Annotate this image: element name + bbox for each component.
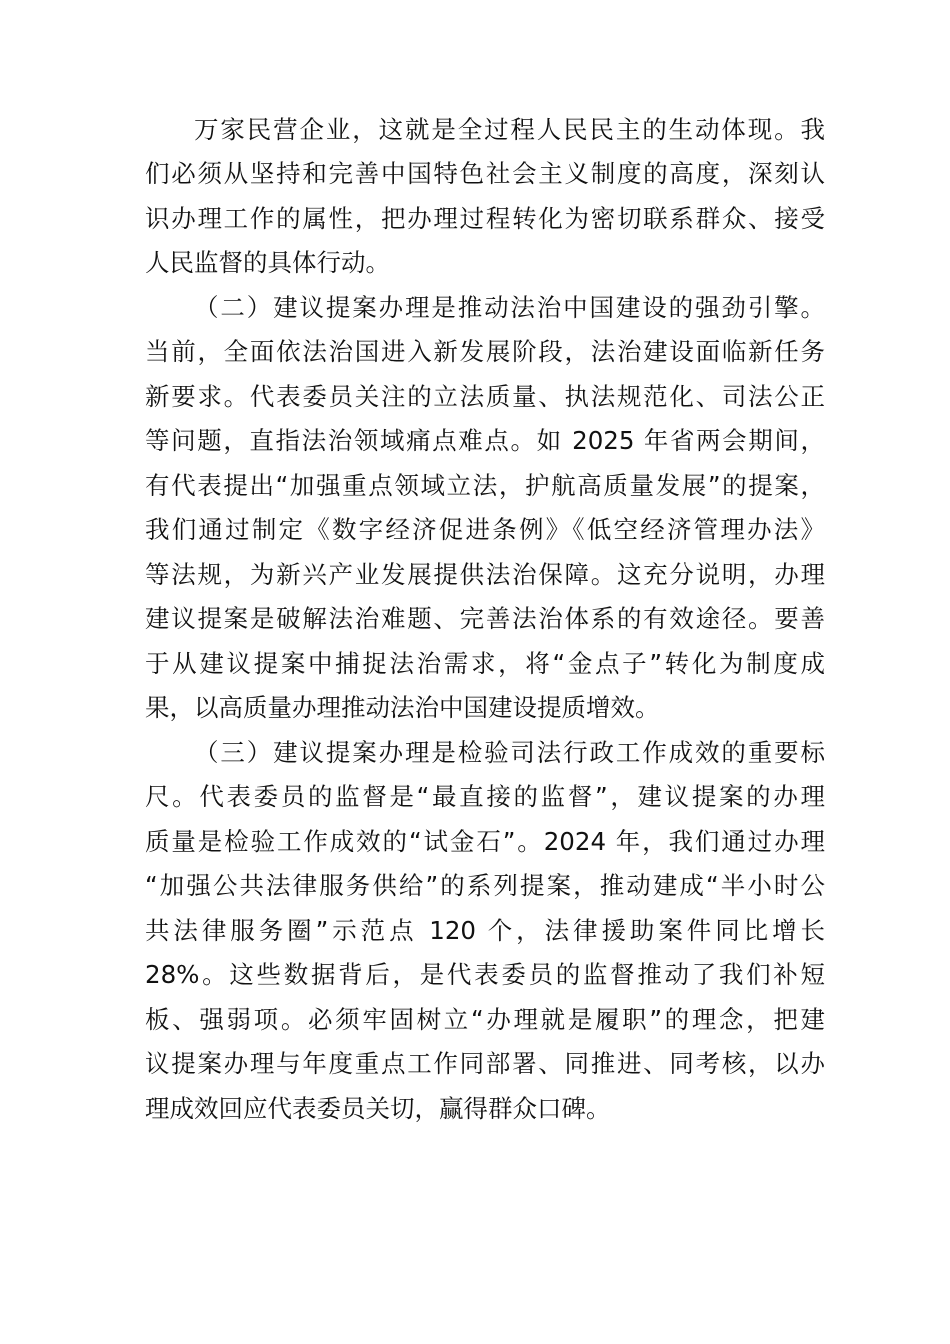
paragraph-line: 共法律服务圈”示范点 120 个，法律援助案件同比增长 (145, 916, 825, 945)
paragraph-line: 识办理工作的属性，把办理过程转化为密切联系群众、接受 (145, 204, 825, 233)
paragraph-line: 当前，全面依法治国进入新发展阶段，法治建设面临新任务 (145, 337, 825, 366)
paragraph-line: 理成效回应代表委员关切，赢得群众口碑。 (145, 1094, 611, 1123)
section-heading-three: （三）建议提案办理是检验司法行政工作成效的重要标 (194, 738, 825, 767)
paragraph-line: 建议提案是破解法治难题、完善法治体系的有效途径。要善 (145, 604, 825, 633)
paragraph-line: 万家民营企业，这就是全过程人民民主的生动体现。我 (194, 115, 825, 144)
paragraph-line: 质量是检验工作成效的“试金石”。2024 年，我们通过办理 (145, 827, 825, 856)
paragraph-line: 人民监督的具体行动。 (145, 248, 390, 277)
paragraph-line: 28%。这些数据背后，是代表委员的监督推动了我们补短 (145, 960, 825, 989)
paragraph-line: 尺。代表委员的监督是“最直接的监督”，建议提案的办理 (145, 782, 825, 811)
paragraph-line: 新要求。代表委员关注的立法质量、执法规范化、司法公正 (145, 382, 825, 411)
section-heading-two: （二）建议提案办理是推动法治中国建设的强劲引擎。 (194, 293, 825, 322)
paragraph-line: 板、强弱项。必须牢固树立“办理就是履职”的理念，把建 (145, 1005, 825, 1034)
paragraph-line: “加强公共法律服务供给”的系列提案，推动建成“半小时公 (145, 871, 825, 900)
paragraph-line: 我们通过制定《数字经济促进条例》《低空经济管理办法》 (145, 515, 825, 544)
paragraph-line: 们必须从坚持和完善中国特色社会主义制度的高度，深刻认 (145, 159, 825, 188)
paragraph-line: 果，以高质量办理推动法治中国建设提质增效。 (145, 693, 660, 722)
paragraph-line: 有代表提出“加强重点领域立法，护航高质量发展”的提案， (145, 471, 825, 500)
paragraph-line: 等问题，直指法治领域痛点难点。如 2025 年省两会期间， (145, 426, 825, 455)
paragraph-line: 议提案办理与年度重点工作同部署、同推进、同考核，以办 (145, 1049, 825, 1078)
paragraph-line: 等法规，为新兴产业发展提供法治保障。这充分说明，办理 (145, 560, 825, 589)
paragraph-line: 于从建议提案中捕捉法治需求，将“金点子”转化为制度成 (145, 649, 825, 678)
